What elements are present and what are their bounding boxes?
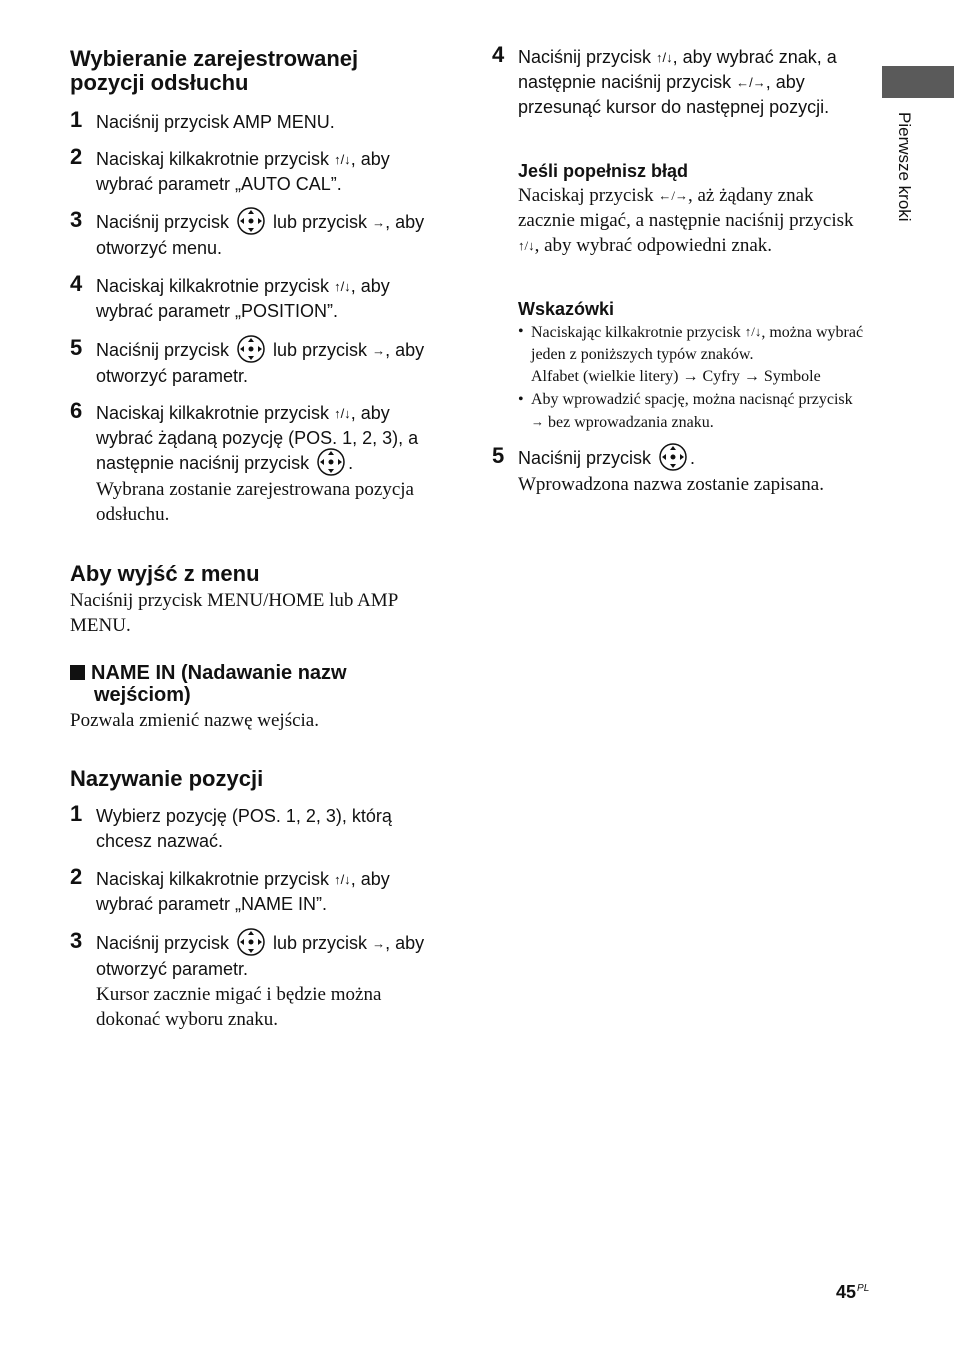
up-down-arrow-icon: ↑/↓ xyxy=(334,152,351,167)
right-arrow-icon: → xyxy=(372,343,386,358)
title-line-1: Wybieranie zarejestrowanej xyxy=(70,46,359,71)
step-text: Naciśnij przycisk . xyxy=(518,446,872,472)
right-arrow-icon: → xyxy=(372,215,386,230)
step-text: Naciśnij przycisk lub przycisk →, aby otworzyć parametr. xyxy=(96,338,450,389)
enter-button-icon xyxy=(236,334,266,364)
step-text: Naciskaj kilkakrotnie przycisk ↑/↓, aby wybrać parametr „AUTO CAL”. xyxy=(96,149,390,194)
up-down-arrow-icon: ↑/↓ xyxy=(656,50,673,65)
step-text: Naciśnij przycisk lub przycisk →, aby otworzyć parametr. xyxy=(96,931,450,982)
step-4 xyxy=(70,271,450,324)
naming-step-3 xyxy=(70,928,450,1032)
section-tab-label: Pierwsze kroki xyxy=(895,112,914,222)
step-number: 2 xyxy=(70,144,83,169)
tips-heading: Wskazówki xyxy=(518,299,615,319)
up-down-arrow-icon: ↑/↓ xyxy=(334,872,351,887)
step-result-text: Wybrana zostanie zarejestrowana pozycja odsłuchu. xyxy=(96,479,414,526)
up-down-arrow-icon: ↑/↓ xyxy=(518,238,535,253)
left-right-arrow-icon: ←/→ xyxy=(736,75,766,90)
step-3 xyxy=(70,207,450,261)
step-text: Naciskaj kilkakrotnie przycisk ↑/↓, aby wybrać żądaną pozycję (POS. 1, 2, 3), a następnie naciśnij przycisk . xyxy=(96,401,450,477)
section-title-naming: Nazywanie pozycji xyxy=(70,766,264,791)
step-5 xyxy=(70,335,450,389)
section-tab-marker xyxy=(882,66,954,98)
step-number: 2 xyxy=(70,864,83,889)
up-down-arrow-icon: ↑/↓ xyxy=(334,406,351,421)
naming-step-1 xyxy=(70,801,450,854)
tip-text: Naciskając kilkakrotnie przycisk ↑/↓, można wybrać jeden z poniższych typów znaków. Alfabet (wielkie litery) → Cyfry → Symbole xyxy=(531,324,864,385)
bullet: • xyxy=(518,323,524,340)
naming-step-5 xyxy=(492,443,872,497)
name-in-heading: NAME IN (Nadawanie nazw wejściom) xyxy=(70,662,347,706)
step-text: Naciśnij przycisk AMP MENU. xyxy=(96,112,335,132)
step-number: 1 xyxy=(70,107,83,132)
step-text: Naciśnij przycisk ↑/↓, aby wybrać znak, a następnie naciśnij przycisk ←/→, aby przesunąć kursor do następnej pozycji. xyxy=(518,47,837,117)
step-number: 3 xyxy=(70,207,83,232)
tip-text: Aby wprowadzić spację, można nacisnąć przycisk → bez wprowadzania znaku. xyxy=(531,391,853,431)
enter-button-icon xyxy=(316,447,346,477)
name-in-description: Pozwala zmienić nazwę wejścia. xyxy=(70,710,319,731)
bullet: • xyxy=(518,391,524,408)
step-1 xyxy=(70,107,450,135)
enter-button-icon xyxy=(236,927,266,957)
square-bullet-icon xyxy=(70,665,85,680)
up-down-arrow-icon: ↑/↓ xyxy=(744,324,762,339)
enter-button-icon xyxy=(658,442,688,472)
chain-arrow-icon: → xyxy=(682,368,699,385)
naming-step-4 xyxy=(492,42,872,120)
step-number: 1 xyxy=(70,801,83,826)
step-text: Naciskaj kilkakrotnie przycisk ↑/↓, aby wybrać parametr „NAME IN”. xyxy=(96,869,390,914)
step-number: 6 xyxy=(70,398,83,423)
up-down-arrow-icon: ↑/↓ xyxy=(334,279,351,294)
title-line-2: pozycji odsłuchu xyxy=(70,70,249,95)
error-heading: Jeśli popełnisz błąd xyxy=(518,161,689,181)
left-right-arrow-icon: ←/→ xyxy=(658,188,688,203)
page-language-code: PL xyxy=(857,1283,870,1294)
right-arrow-icon: → xyxy=(531,414,544,429)
section-title-exit-menu: Aby wyjść z menu xyxy=(70,561,260,586)
step-number: 5 xyxy=(70,335,83,360)
step-number: 4 xyxy=(492,42,505,67)
tip-item xyxy=(518,321,868,388)
tip-item xyxy=(518,389,868,434)
step-text: Naciśnij przycisk lub przycisk →, aby otworzyć menu. xyxy=(96,210,450,261)
section-title-select-position xyxy=(70,47,358,95)
step-2 xyxy=(70,144,450,197)
exit-menu-text: Naciśnij przycisk MENU/HOME lub AMP MENU. xyxy=(70,590,398,636)
step-result-text: Kursor zacznie migać i będzie można dokonać wyboru znaku. xyxy=(96,984,382,1031)
chain-arrow-icon: → xyxy=(743,368,760,385)
step-6 xyxy=(70,398,450,527)
step-text: Wybierz pozycję (POS. 1, 2, 3), którą chcesz nazwać. xyxy=(96,806,392,851)
error-text: Naciskaj przycisk ←/→, aż żądany znak zacznie migać, a następnie naciśnij przycisk ↑/↓, aby wybrać odpowiedni znak. xyxy=(518,185,854,256)
page-number: $45^{PL}$ xyxy=(836,1282,870,1302)
step-number: 3 xyxy=(70,928,83,953)
step-number: 5 xyxy=(492,443,505,468)
step-result-text: Wprowadzona nazwa zostanie zapisana. xyxy=(518,474,824,496)
step-number: 4 xyxy=(70,271,83,296)
enter-button-icon xyxy=(236,206,266,236)
step-text: Naciskaj kilkakrotnie przycisk ↑/↓, aby wybrać parametr „POSITION”. xyxy=(96,276,390,321)
right-arrow-icon: → xyxy=(372,936,386,951)
naming-step-2 xyxy=(70,864,450,917)
